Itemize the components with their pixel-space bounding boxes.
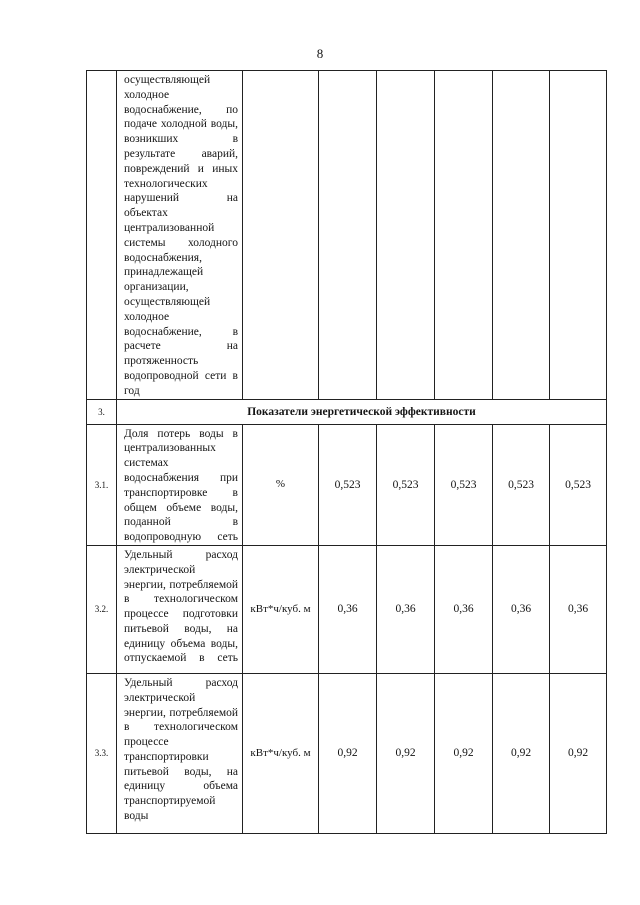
row-description-text: Удельный расход электрической энергии, потребляемой в технологическом процессе подготовки питьевой воды, на единицу объема воды, отпускаемой в сеть <box>124 548 238 665</box>
value-cell <box>550 71 607 400</box>
row-number <box>87 71 117 400</box>
section-row <box>87 399 607 424</box>
row-unit: кВт*ч/куб. м <box>243 673 319 833</box>
section-number: 3. <box>87 399 117 424</box>
value-cell <box>435 71 493 400</box>
row-unit: кВт*ч/куб. м <box>243 545 319 673</box>
row-value: 0,92 <box>493 673 550 833</box>
row-value: 0,523 <box>435 424 493 545</box>
row-value: 0,92 <box>319 673 377 833</box>
section-title: Показатели энергетической эффективности <box>117 399 607 424</box>
row-value: 0,523 <box>377 424 435 545</box>
page-number: 8 <box>316 46 324 61</box>
value-cell <box>493 71 550 400</box>
unit-cell <box>243 71 319 400</box>
row-value: 0,523 <box>319 424 377 545</box>
row-number: 3.3. <box>87 673 117 833</box>
row-value: 0,92 <box>435 673 493 833</box>
row-value: 0,523 <box>550 424 607 545</box>
row-description <box>117 545 243 673</box>
row-unit: % <box>243 424 319 545</box>
row-value: 0,36 <box>493 545 550 673</box>
value-cell <box>319 71 377 400</box>
row-value: 0,92 <box>377 673 435 833</box>
row-value: 0,36 <box>435 545 493 673</box>
row-description <box>117 673 243 833</box>
table-row <box>87 673 607 833</box>
table-row <box>87 545 607 673</box>
row-description-text: Доля потерь воды в централизованных системах водоснабжения при транспортировке в общем объеме воды, поданной в водопроводную сеть <box>124 427 238 544</box>
row-description-text: Удельный расход электрической энергии, потребляемой в технологическом процессе транспортировки питьевой воды, на единицу объема транспортируемой воды <box>124 676 238 823</box>
row-description <box>117 71 243 400</box>
row-number: 3.2. <box>87 545 117 673</box>
row-description <box>117 424 243 545</box>
row-value: 0,36 <box>319 545 377 673</box>
row-value: 0,36 <box>377 545 435 673</box>
value-cell <box>377 71 435 400</box>
row-value: 0,523 <box>493 424 550 545</box>
row-description-text: осуществляющей холодное водоснабжение, по подаче холодной воды, возникших в результате аварий, повреждений и иных технологических нарушений на объектах централизованной системы холодного водоснабжения, принадлежащей организации, осуществляющей холодное водоснабжение, в расчете на протяженность водопроводной сети в год <box>124 74 238 397</box>
row-number: 3.1. <box>87 424 117 545</box>
indicators-table <box>86 70 607 834</box>
row-value: 0,36 <box>550 545 607 673</box>
table-row <box>87 424 607 545</box>
row-value: 0,92 <box>550 673 607 833</box>
continuation-row <box>87 71 607 400</box>
